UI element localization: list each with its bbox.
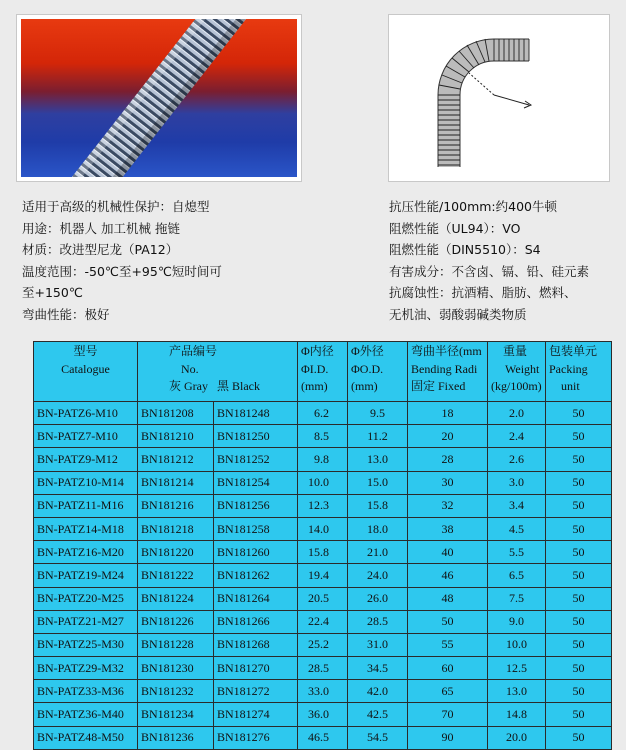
cell-black-no: BN181266 [214,610,298,633]
cell-model: BN-PATZ10-M14 [34,471,138,494]
cell-packing-unit: 50 [546,494,612,517]
table-row [34,726,612,749]
cell-packing-unit: 50 [546,425,612,448]
cell-weight: 5.5 [488,541,546,564]
cell-bending-radius: 32 [408,494,488,517]
cell-inner-diameter: 6.2 [298,402,348,425]
cell-inner-diameter: 22.4 [298,610,348,633]
cell-bending-radius: 40 [408,541,488,564]
cell-weight: 2.0 [488,402,546,425]
header-model: 型号 Catalogue [34,342,138,402]
cell-model: BN-PATZ21-M27 [34,610,138,633]
cell-black-no: BN181256 [214,494,298,517]
cell-packing-unit: 50 [546,402,612,425]
table-header-row [34,342,612,402]
header-product-no: 产品编号 No. 灰 Gray 黑 Black [138,342,298,402]
cell-black-no: BN181252 [214,448,298,471]
table-row [34,633,612,656]
cell-outer-diameter: 42.5 [348,703,408,726]
cell-model: BN-PATZ14-M18 [34,517,138,540]
spec-list-left [22,196,222,325]
cell-gray-no: BN181216 [138,494,214,517]
cell-black-no: BN181264 [214,587,298,610]
cell-black-no: BN181276 [214,726,298,749]
cell-model: BN-PATZ25-M30 [34,633,138,656]
cell-outer-diameter: 11.2 [348,425,408,448]
product-photo [21,19,297,177]
cell-gray-no: BN181226 [138,610,214,633]
cell-weight: 6.5 [488,564,546,587]
cell-packing-unit: 50 [546,726,612,749]
table-row [34,471,612,494]
bending-radius-diagram [389,15,609,181]
specification-table [33,341,612,750]
cell-outer-diameter: 15.8 [348,494,408,517]
cell-packing-unit: 50 [546,471,612,494]
cell-gray-no: BN181232 [138,680,214,703]
cell-black-no: BN181248 [214,402,298,425]
cell-inner-diameter: 36.0 [298,703,348,726]
spec-line: 至+150℃ [22,285,83,300]
cell-packing-unit: 50 [546,564,612,587]
cell-model: BN-PATZ29-M32 [34,657,138,680]
table-row [34,541,612,564]
cell-gray-no: BN181234 [138,703,214,726]
cell-black-no: BN181260 [214,541,298,564]
cell-inner-diameter: 10.0 [298,471,348,494]
cell-black-no: BN181254 [214,471,298,494]
cell-gray-no: BN181210 [138,425,214,448]
cell-outer-diameter: 54.5 [348,726,408,749]
cell-gray-no: BN181228 [138,633,214,656]
corrugated-tube-photo [21,19,297,177]
cell-bending-radius: 60 [408,657,488,680]
cell-model: BN-PATZ33-M36 [34,680,138,703]
header-inner-diameter: Φ内径 ΦI.D. (mm) [298,342,348,402]
spec-line: 无机油、弱酸弱碱类物质 [389,306,527,322]
cell-gray-no: BN181208 [138,402,214,425]
cell-gray-no: BN181218 [138,517,214,540]
cell-bending-radius: 90 [408,726,488,749]
cell-black-no: BN181270 [214,657,298,680]
cell-outer-diameter: 15.0 [348,471,408,494]
cell-weight: 2.6 [488,448,546,471]
cell-gray-no: BN181236 [138,726,214,749]
cell-bending-radius: 20 [408,425,488,448]
table-row [34,494,612,517]
cell-model: BN-PATZ16-M20 [34,541,138,564]
cell-inner-diameter: 46.5 [298,726,348,749]
cell-bending-radius: 65 [408,680,488,703]
cell-inner-diameter: 12.3 [298,494,348,517]
spec-line: 阻燃性能（UL94）：VO [389,220,521,236]
cell-black-no: BN181258 [214,517,298,540]
cell-model: BN-PATZ11-M16 [34,494,138,517]
cell-bending-radius: 28 [408,448,488,471]
cell-gray-no: BN181214 [138,471,214,494]
cell-inner-diameter: 20.5 [298,587,348,610]
cell-packing-unit: 50 [546,587,612,610]
cell-gray-no: BN181220 [138,541,214,564]
cell-black-no: BN181250 [214,425,298,448]
cell-black-no: BN181268 [214,633,298,656]
table-row [34,448,612,471]
cell-inner-diameter: 9.8 [298,448,348,471]
header-weight: 重量 Weight (kg/100m) [488,342,546,402]
product-photo-frame [16,14,302,182]
bending-diagram-frame [388,14,610,182]
cell-model: BN-PATZ48-M50 [34,726,138,749]
cell-weight: 4.5 [488,517,546,540]
table-row [34,657,612,680]
cell-outer-diameter: 42.0 [348,680,408,703]
cell-weight: 10.0 [488,633,546,656]
cell-inner-diameter: 8.5 [298,425,348,448]
cell-gray-no: BN181222 [138,564,214,587]
cell-inner-diameter: 25.2 [298,633,348,656]
cell-model: BN-PATZ9-M12 [34,448,138,471]
spec-line: 用途：机器人 加工机械 拖链 [22,220,180,236]
cell-outer-diameter: 34.5 [348,657,408,680]
spec-line: 有害成分：不含卤、镉、铅、硅元素 [389,263,590,279]
spec-line: 材质：改进型尼龙（PA12） [22,242,179,257]
cell-inner-diameter: 33.0 [298,680,348,703]
cell-inner-diameter: 15.8 [298,541,348,564]
cell-black-no: BN181262 [214,564,298,587]
cell-outer-diameter: 24.0 [348,564,408,587]
table-row [34,564,612,587]
cell-model: BN-PATZ19-M24 [34,564,138,587]
cell-bending-radius: 48 [408,587,488,610]
header-gray: 灰 Gray [169,379,208,393]
cell-model: BN-PATZ7-M10 [34,425,138,448]
cell-outer-diameter: 28.5 [348,610,408,633]
header-outer-diameter: Φ外径 ΦO.D. (mm) [348,342,408,402]
spec-line: 适用于高级的机械性保护：自熄型 [22,199,210,214]
spec-line: 抗压性能/100mm:约400牛顿 [389,199,557,214]
cell-bending-radius: 38 [408,517,488,540]
table-row [34,703,612,726]
cell-packing-unit: 50 [546,680,612,703]
header-black: 黑 Black [217,379,260,393]
table-row [34,587,612,610]
cell-packing-unit: 50 [546,703,612,726]
cell-gray-no: BN181212 [138,448,214,471]
cell-black-no: BN181274 [214,703,298,726]
cell-black-no: BN181272 [214,680,298,703]
cell-inner-diameter: 28.5 [298,657,348,680]
cell-bending-radius: 18 [408,402,488,425]
spec-line: 弯曲性能：极好 [22,306,110,322]
cell-packing-unit: 50 [546,657,612,680]
cell-outer-diameter: 31.0 [348,633,408,656]
table-row [34,517,612,540]
cell-model: BN-PATZ36-M40 [34,703,138,726]
spec-list-right [389,196,589,325]
cell-weight: 9.0 [488,610,546,633]
cell-outer-diameter: 13.0 [348,448,408,471]
cell-model: BN-PATZ20-M25 [34,587,138,610]
spec-line: 阻燃性能（DIN5510）：S4 [389,242,541,257]
cell-model: BN-PATZ6-M10 [34,402,138,425]
table-row [34,680,612,703]
cell-weight: 3.4 [488,494,546,517]
cell-outer-diameter: 18.0 [348,517,408,540]
cell-packing-unit: 50 [546,517,612,540]
spec-line: 温度范围：-50℃至+95℃短时间可 [22,263,222,279]
cell-gray-no: BN181230 [138,657,214,680]
header-packing-unit: 包装单元 Packing unit [546,342,612,402]
cell-weight: 14.8 [488,703,546,726]
cell-weight: 20.0 [488,726,546,749]
cell-weight: 12.5 [488,657,546,680]
cell-bending-radius: 55 [408,633,488,656]
cell-bending-radius: 70 [408,703,488,726]
cell-weight: 3.0 [488,471,546,494]
table-row [34,402,612,425]
cell-bending-radius: 30 [408,471,488,494]
cell-inner-diameter: 14.0 [298,517,348,540]
cell-weight: 7.5 [488,587,546,610]
spec-line: 抗腐蚀性：抗酒精、脂肪、燃料、 [389,285,577,300]
cell-bending-radius: 46 [408,564,488,587]
cell-outer-diameter: 21.0 [348,541,408,564]
cell-inner-diameter: 19.4 [298,564,348,587]
cell-outer-diameter: 9.5 [348,402,408,425]
cell-weight: 2.4 [488,425,546,448]
cell-packing-unit: 50 [546,610,612,633]
cell-packing-unit: 50 [546,633,612,656]
cell-gray-no: BN181224 [138,587,214,610]
header-bending-radius: 弯曲半径(mm Bending Radi 固定 Fixed [408,342,488,402]
cell-outer-diameter: 26.0 [348,587,408,610]
cell-packing-unit: 50 [546,541,612,564]
table-row [34,610,612,633]
cell-bending-radius: 50 [408,610,488,633]
cell-packing-unit: 50 [546,448,612,471]
cell-weight: 13.0 [488,680,546,703]
table-row [34,425,612,448]
